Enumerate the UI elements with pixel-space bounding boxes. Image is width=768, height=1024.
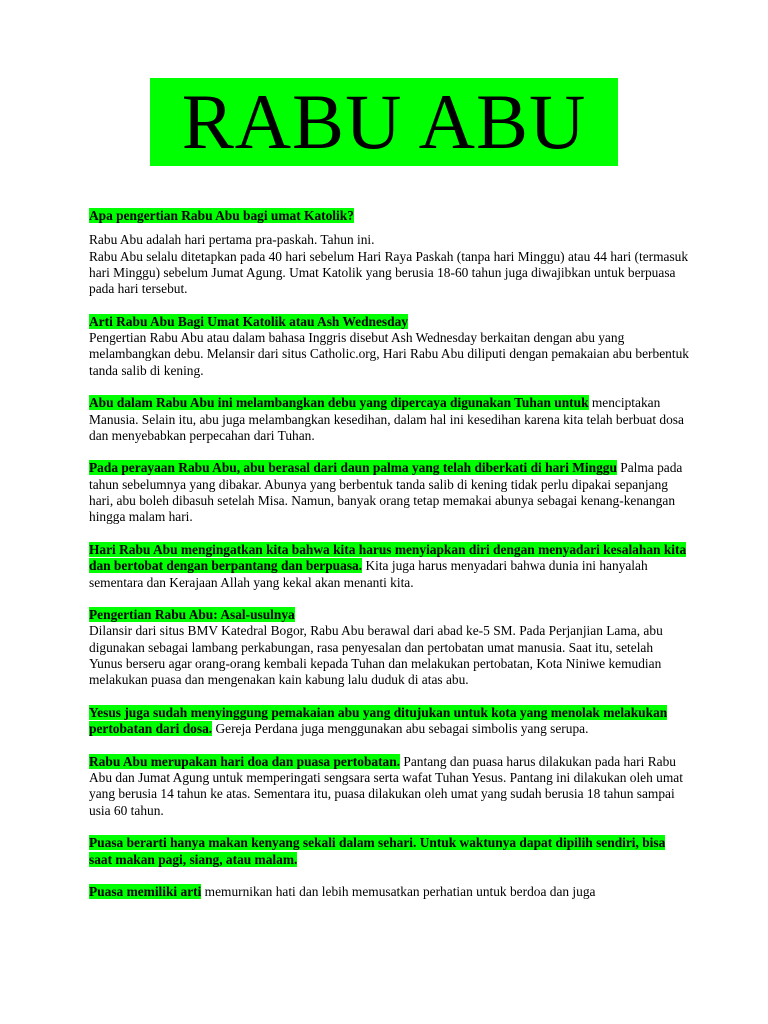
paragraph-8 bbox=[89, 542, 689, 591]
highlighted-heading: Puasa memiliki arti bbox=[89, 884, 202, 900]
highlighted-heading: Pada perayaan Rabu Abu, abu berasal dari daun palma yang telah diberkati di hari Minggu bbox=[89, 460, 617, 476]
paragraph-12 bbox=[89, 754, 689, 819]
highlighted-heading: Rabu Abu merupakan hari doa dan puasa pertobatan. bbox=[89, 753, 401, 769]
paragraph-9 bbox=[89, 607, 689, 623]
paragraph-text: Pantang dan puasa harus dilakukan pada hari Rabu Abu dan Jumat Agung untuk memperingati sengsara serta wafat Tuhan Yesus. Pantang ini dilakukan oleh umat yang berusia 14 tahun ke atas. Sementara itu, puasa dilakukan oleh umat yang sudah berusia 18 tahun sampai usia 60 tahun. bbox=[89, 753, 683, 818]
paragraph-text: Rabu Abu selalu ditetapkan pada 40 hari sebelum Hari Raya Paskah (tanpa hari Minggu) atau 44 hari (termasuk hari Minggu) sebelum Jumat Agung. Umat Katolik yang berusia 18-60 tahun juga diwajibkan untuk berpuasa pada hari tersebut. bbox=[89, 248, 689, 297]
highlighted-heading: Hari Rabu Abu mengingatkan kita bahwa kita harus menyiapkan diri dengan menyadari kesalahan kita dan bertobat dengan berpantang dan berpuasa. bbox=[89, 541, 687, 574]
paragraph-text: memurnikan hati dan lebih memusatkan perhatian untuk berdoa dan juga bbox=[201, 884, 596, 900]
document-body bbox=[89, 208, 689, 917]
highlighted-heading: Abu dalam Rabu Abu ini melambangkan debu yang dipercaya digunakan Tuhan untuk bbox=[89, 395, 589, 411]
paragraph-2 bbox=[89, 232, 689, 248]
highlighted-heading: Yesus juga sudah menyinggung pemakaian abu yang ditujukan untuk kota yang menolak melakukan pertobatan dari dosa. bbox=[89, 704, 668, 737]
paragraph-text: Pengertian Rabu Abu atau dalam bahasa Inggris disebut Ash Wednesday berkaitan dengan abu yang melambangkan debu. Melansir dari situs Catholic.org, Hari Rabu Abu diliputi dengan pemakaian abu berbentuk tanda salib di kening. bbox=[89, 330, 689, 378]
paragraph-text: Rabu Abu adalah hari pertama pra-paskah. Tahun ini. bbox=[89, 232, 375, 248]
paragraph-text: menciptakan Manusia. Selain itu, abu juga melambangkan kesedihan, dalam hal ini kesedihan karena kita telah berbuat dosa dan menyebabkan perpecahan dari Tuhan. bbox=[89, 395, 684, 443]
paragraph-11 bbox=[89, 705, 689, 738]
paragraph-text: Palma pada tahun sebelumnya yang dibakar. Abunya yang berbentuk tanda salib di kening tidak perlu dipakai sepanjang hari, abu boleh dibasuh setelah Misa. Namun, banyak orang tetap memakai abunya sebagai kenang-kenangan hingga malam hari. bbox=[89, 460, 683, 525]
paragraph-14 bbox=[89, 884, 689, 900]
document-title: RABU ABU bbox=[150, 78, 618, 166]
highlighted-heading: Pengertian Rabu Abu: Asal-usulnya bbox=[89, 607, 295, 623]
paragraph-text: Dilansir dari situs BMV Katedral Bogor, Rabu Abu berawal dari abad ke-5 SM. Pada Perjanjian Lama, abu digunakan sebagai lambang perkabungan, rasa penyesalan dan pertobatan umat manusia. Saat itu, setelah Yunus berseru agar orang-orang kembali kepada Tuhan dan melakukan pertobatan, Kota Niniwe kemudian melakukan puasa dan mengenakan kain kabung lalu duduk di atas abu. bbox=[89, 623, 663, 688]
paragraph-text: Gereja Perdana juga menggunakan abu sebagai simbolis yang serupa. bbox=[212, 721, 589, 737]
paragraph-3 bbox=[89, 249, 689, 298]
highlighted-heading: Puasa berarti hanya makan kenyang sekali dalam sehari. Untuk waktunya dapat dipilih sendiri, bisa saat makan pagi, siang, atau malam. bbox=[89, 835, 666, 867]
paragraph-6 bbox=[89, 395, 689, 444]
paragraph-10 bbox=[89, 623, 689, 688]
paragraph-7 bbox=[89, 460, 689, 525]
paragraph-5 bbox=[89, 330, 689, 379]
highlighted-heading: Apa pengertian Rabu Abu bagi umat Katolik? bbox=[89, 208, 354, 223]
paragraph-4 bbox=[89, 314, 689, 330]
paragraph-1 bbox=[89, 208, 689, 224]
highlighted-heading: Arti Rabu Abu Bagi Umat Katolik atau Ash Wednesday bbox=[89, 313, 408, 329]
paragraph-text: Kita juga harus menyadari bahwa dunia ini hanyalah sementara dan Kerajaan Allah yang kekal akan menanti kita. bbox=[89, 558, 648, 590]
paragraph-13 bbox=[89, 835, 689, 868]
